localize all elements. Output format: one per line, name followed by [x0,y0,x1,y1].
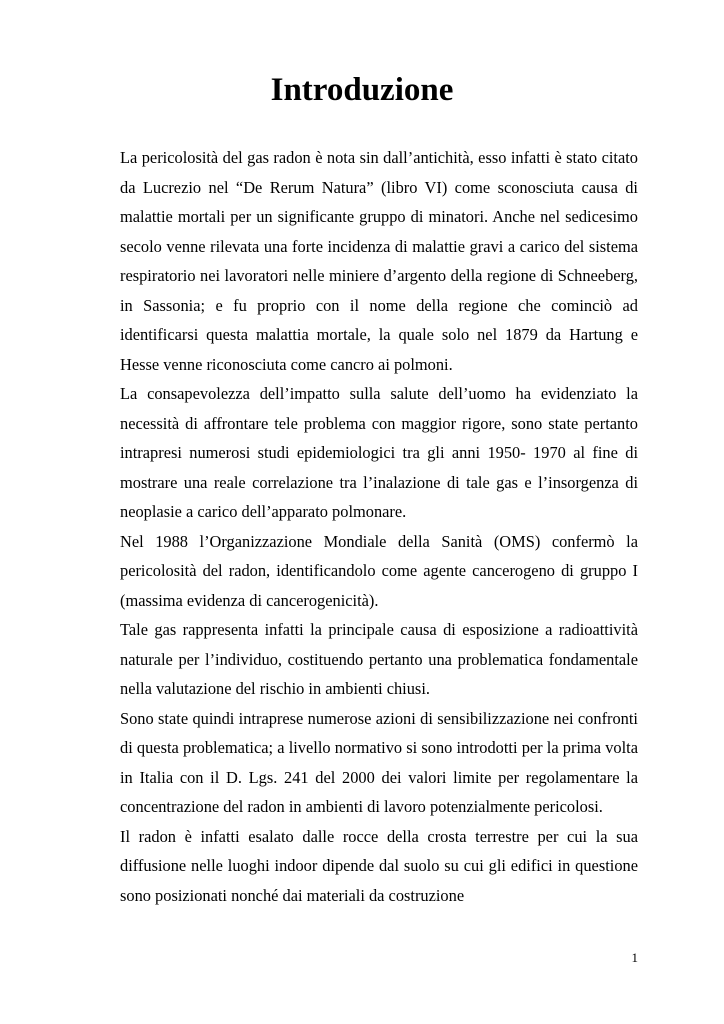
paragraph-1: La pericolosità del gas radon è nota sin dall’antichità, esso infatti è stato citato da Lucrezio nel “De Rerum Natura” (libro VI) come sconosciuta causa di malattie mortali per un significante gruppo di minatori. Anche nel sedicesimo secolo venne rilevata una forte incidenza di malattie gravi a carico del sistema respiratorio nei lavoratori nelle miniere d’argento della regione di Schneeberg, in Sassonia; e fu proprio con il nome della regione che cominciò ad identificarsi questa malattia mortale, la quale solo nel 1879 da Hartung e Hesse venne riconosciuta come cancro ai polmoni. [120,148,638,374]
paragraph-5: Sono state quindi intraprese numerose azioni di sensibilizzazione nei confronti di questa problematica; a livello normativo si sono introdotti per la prima volta in Italia con il D. Lgs. 241 del 2000 dei valori limite per regolamentare la concentrazione del radon in ambienti di lavoro potenzialmente pericolosi. [120,708,638,816]
paragraph-4: Tale gas rappresenta infatti la principale causa di esposizione a radioattività naturale per l’individuo, costituendo pertanto una problematica fondamentale nella valutazione del rischio in ambienti chiusi. [120,620,638,698]
paragraph-2: La consapevolezza dell’impatto sulla salute dell’uomo ha evidenziato la necessità di affrontare tele problema con maggior rigore, sono state pertanto intrapresi numerosi studi epidemiologici tra gli anni 1950- 1970 al fine di mostrare una reale correlazione tra l’inalazione di tale gas e l’insorgenza di neoplasie a carico dell’apparato polmonare. [120,384,638,521]
page-number: 1 [631,950,638,965]
paragraph-6: Il radon è infatti esalato dalle rocce della crosta terrestre per cui la sua diffusione nelle luoghi indoor dipende dal suolo su cui gli edifici in questione sono posizionati nonché dai materiali da costruzione [120,826,638,905]
body-text [120,143,638,910]
page-title: Introduzione [270,72,454,108]
paragraph-3: Nel 1988 l’Organizzazione Mondiale della Sanità (OMS) confermò la pericolosità del radon, identificandolo come agente cancerogeno di gruppo I (massima evidenza di cancerogenicità). [120,531,638,610]
